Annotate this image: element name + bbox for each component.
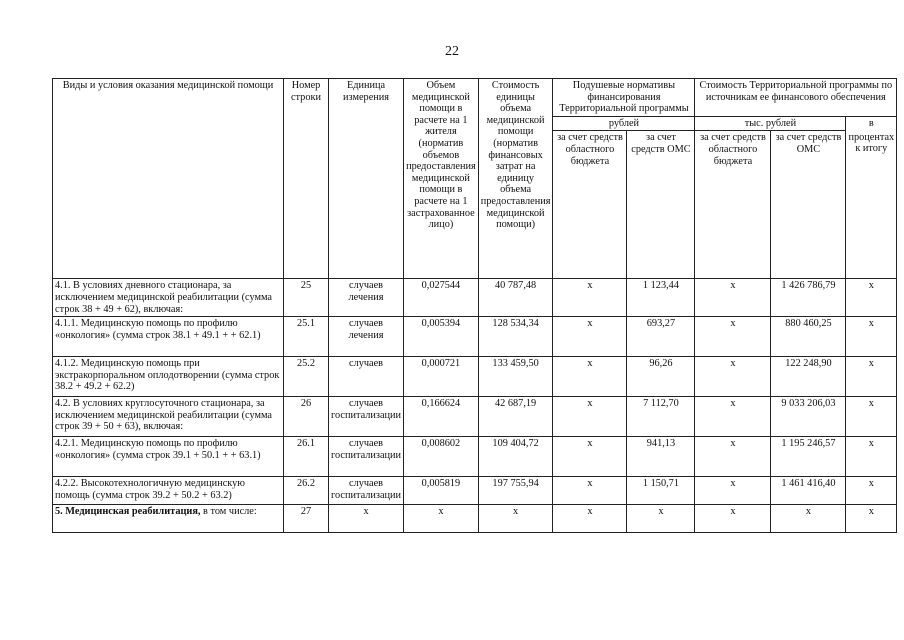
row-tc-regional: x <box>695 477 771 505</box>
table-row <box>53 437 897 477</box>
row-name <box>53 505 284 533</box>
header-tc-percent: процентах к итогу <box>846 131 897 279</box>
row-tc-regional: x <box>695 505 771 533</box>
row-volume: 0,005394 <box>404 317 479 357</box>
row-unit: случаев госпитализации <box>329 437 404 477</box>
row-pc-oms: 1 123,44 <box>627 279 695 317</box>
row-tc-percent: x <box>846 317 897 357</box>
page-number: 22 <box>445 44 459 59</box>
row-cost: 42 687,19 <box>478 397 553 437</box>
header-tc-regional: за счет средств областного бюджета <box>695 131 771 279</box>
header-type: Виды и условия оказания медицинской помощи <box>53 79 284 279</box>
row-tc-percent: x <box>846 279 897 317</box>
row-number: 26.1 <box>284 437 329 477</box>
row-pc-regional: x <box>553 397 627 437</box>
header-tc-oms: за счет средств ОМС <box>771 131 846 279</box>
row-name: 4.2. В условиях круглосуточного стационара, за исключением медицинской реабилитации (сумма строк 39 + 50 + 63), включая: <box>53 397 284 437</box>
row-pc-oms: 1 150,71 <box>627 477 695 505</box>
row-name: 4.2.1. Медицинскую помощь по профилю «онкология» (сумма строк 39.1 + 50.1 + + 63.1) <box>53 437 284 477</box>
table-row <box>53 477 897 505</box>
row-name-bold: 5. Медицинская реабилитация, <box>55 506 201 518</box>
row-tc-oms: 1 426 786,79 <box>771 279 846 317</box>
row-pc-oms: 693,27 <box>627 317 695 357</box>
row-volume: 0,000721 <box>404 357 479 397</box>
row-pc-regional: x <box>553 317 627 357</box>
row-cost: x <box>478 505 553 533</box>
row-name: 4.1.2. Медицинскую помощь при экстракорпоральном оплодотворении (сумма строк 38.2 + 49.2 + 62.2) <box>53 357 284 397</box>
row-number: 26 <box>284 397 329 437</box>
row-pc-regional: x <box>553 357 627 397</box>
header-pc-regional: за счет средств областного бюджета <box>553 131 627 279</box>
header-cost: Стоимость единицы объема медицинской помощи (норматив финансовых затрат на единицу объема предоставления медицинской помощи) <box>478 79 553 279</box>
row-unit: x <box>329 505 404 533</box>
row-volume: 0,027544 <box>404 279 479 317</box>
row-cost: 40 787,48 <box>478 279 553 317</box>
table-row <box>53 505 897 533</box>
row-number: 26.2 <box>284 477 329 505</box>
row-pc-oms: x <box>627 505 695 533</box>
row-pc-regional: x <box>553 279 627 317</box>
header-unit: Единица измерения <box>329 79 404 279</box>
row-tc-oms: 122 248,90 <box>771 357 846 397</box>
row-tc-oms: 880 460,25 <box>771 317 846 357</box>
row-unit: случаев <box>329 357 404 397</box>
row-tc-oms: 1 461 416,40 <box>771 477 846 505</box>
row-tc-oms: 9 033 206,03 <box>771 397 846 437</box>
table-row <box>53 397 897 437</box>
row-tc-percent: x <box>846 505 897 533</box>
row-name: 4.2.2. Высокотехнологичную медицинскую помощь (сумма строк 39.2 + 50.2 + 63.2) <box>53 477 284 505</box>
row-pc-oms: 7 112,70 <box>627 397 695 437</box>
row-tc-percent: x <box>846 477 897 505</box>
row-volume: 0,005819 <box>404 477 479 505</box>
header-unit-in: в <box>846 116 897 131</box>
row-tc-regional: x <box>695 397 771 437</box>
row-cost: 128 534,34 <box>478 317 553 357</box>
row-volume: 0,008602 <box>404 437 479 477</box>
normatives-table <box>52 78 897 533</box>
row-unit: случаев лечения <box>329 317 404 357</box>
row-unit: случаев госпитализации <box>329 397 404 437</box>
row-tc-percent: x <box>846 397 897 437</box>
row-number: 25.1 <box>284 317 329 357</box>
row-name-rest: в том числе: <box>200 506 257 518</box>
row-pc-regional: x <box>553 505 627 533</box>
row-tc-regional: x <box>695 437 771 477</box>
row-tc-percent: x <box>846 357 897 397</box>
row-cost: 197 755,94 <box>478 477 553 505</box>
header-per-capita: Подушевые нормативы финансирования Территориальной программы <box>553 79 695 117</box>
row-pc-oms: 96,26 <box>627 357 695 397</box>
row-tc-percent: x <box>846 437 897 477</box>
header-unit-rub: рублей <box>553 116 695 131</box>
row-tc-regional: x <box>695 357 771 397</box>
row-tc-regional: x <box>695 279 771 317</box>
row-tc-oms: x <box>771 505 846 533</box>
table-row <box>53 357 897 397</box>
row-cost: 133 459,50 <box>478 357 553 397</box>
row-pc-regional: x <box>553 437 627 477</box>
row-volume: x <box>404 505 479 533</box>
header-volume: Объем медицинской помощи в расчете на 1 жителя (норматив объемов предоставления медицинской помощи в расчете на 1 застрахованное лицо) <box>404 79 479 279</box>
row-unit: случаев лечения <box>329 279 404 317</box>
header-program-cost: Стоимость Территориальной программы по источникам ее финансового обеспечения <box>695 79 897 117</box>
row-name: 4.1. В условиях дневного стационара, за исключением медицинской реабилитации (сумма строк 38 + 49 + 62), включая: <box>53 279 284 317</box>
row-pc-regional: x <box>553 477 627 505</box>
row-tc-oms: 1 195 246,57 <box>771 437 846 477</box>
header-row-number: Номер строки <box>284 79 329 279</box>
table-row <box>53 317 897 357</box>
row-number: 25.2 <box>284 357 329 397</box>
row-unit: случаев госпитализации <box>329 477 404 505</box>
row-number: 25 <box>284 279 329 317</box>
row-number: 27 <box>284 505 329 533</box>
header-pc-oms: за счет средств ОМС <box>627 131 695 279</box>
row-pc-oms: 941,13 <box>627 437 695 477</box>
row-name: 4.1.1. Медицинскую помощь по профилю «онкология» (сумма строк 38.1 + 49.1 + + 62.1) <box>53 317 284 357</box>
row-volume: 0,166624 <box>404 397 479 437</box>
row-cost: 109 404,72 <box>478 437 553 477</box>
header-unit-thousand: тыс. рублей <box>695 116 846 131</box>
row-tc-regional: x <box>695 317 771 357</box>
table-row <box>53 279 897 317</box>
